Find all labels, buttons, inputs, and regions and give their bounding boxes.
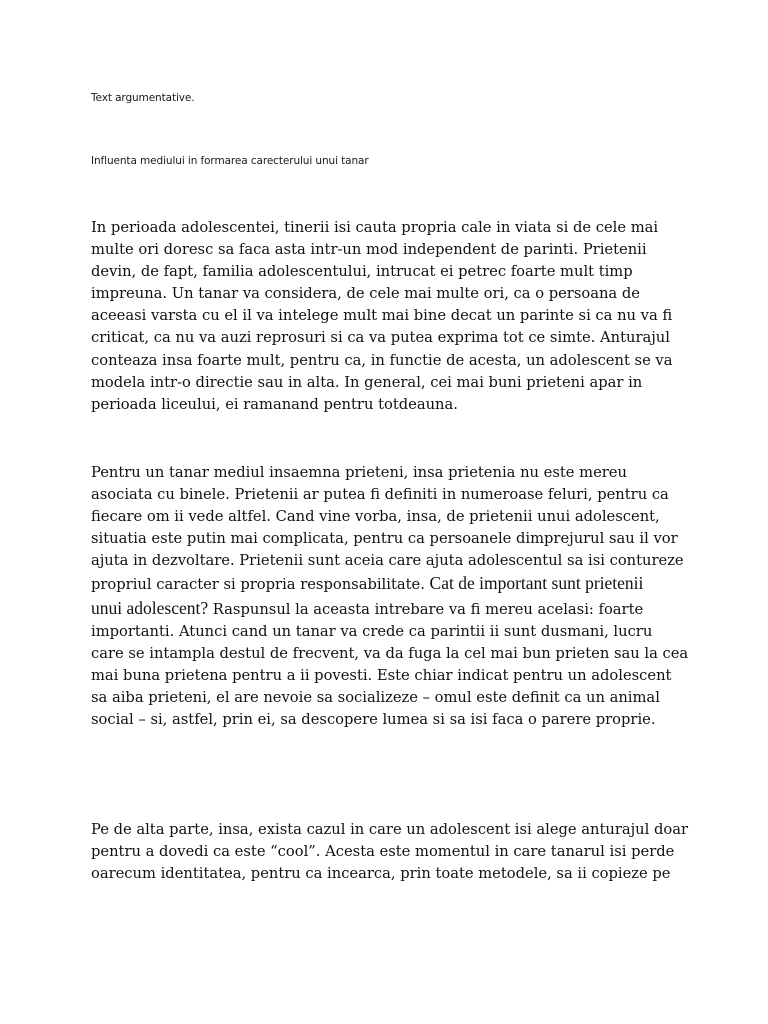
paragraph-line: aceeasi varsta cu el il va intelege mult mai bine decat un parinte si ca nu va fi: [91, 307, 673, 325]
paragraph-line-segment: Raspunsul la aceasta intrebare va fi mereu acelasi: foarte: [208, 600, 644, 618]
paragraph-line: perioada liceului, ei ramanand pentru totdeauna.: [91, 395, 458, 413]
paragraph-line: care se intampla destul de frecvent, va da fuga la cel mai bun prieten sau la cea: [91, 644, 689, 662]
paragraph-line: asociata cu binele. Prietenii ar putea fi definiti in numeroase feluri, pentru ca: [91, 486, 669, 504]
paragraph-line: Pe de alta parte, insa, exista cazul in care un adolescent isi alege anturajul doar: [91, 821, 689, 838]
paragraph-line: sa aiba prieteni, el are nevoie sa socializeze – omul este definit ca un animal: [91, 688, 660, 706]
paragraph-1: [91, 217, 691, 416]
paragraph-line: mai buna prietena pentru a ii povesti. Este chiar indicat pentru un adolescent: [91, 666, 672, 684]
paragraph-line: Pentru un tanar mediul insaemna prieteni, insa prietenia nu este mereu: [91, 464, 627, 481]
paragraph-line: situatia este putin mai complicata, pentru ca persoanele dimprejurul sau il vor: [91, 530, 678, 548]
paragraph-line: multe ori doresc sa faca asta intr-un mod independent de parinti. Prietenii: [91, 241, 647, 259]
paragraph-line: ajuta in dezvoltare. Prietenii sunt aceia care ajuta adolescentul sa isi contureze: [91, 552, 684, 570]
paragraph-line: pentru a dovedi ca este “cool”. Acesta este momentul in care tanarul isi perde: [91, 843, 675, 861]
paragraph-line-segment-alt-font: unui adolescent?: [91, 597, 209, 618]
paragraph-line: social – si, astfel, prin ei, sa descopere lumea si sa isi faca o parere proprie.: [91, 711, 656, 729]
paragraph-line: impreuna. Un tanar va considera, de cele mai multe ori, ca o persoana de: [91, 285, 640, 303]
paragraph-2: [91, 462, 691, 731]
paragraph-line: criticat, ca nu va auzi reprosuri si ca va putea exprima tot ce simte. Anturajul: [91, 329, 670, 347]
document-title: Influenta mediului in formarea carecterului unui tanar: [91, 155, 369, 167]
paragraph-line: devin, de fapt, familia adolescentului, intrucat ei petrec foarte mult timp: [91, 263, 633, 281]
paragraph-line: importanti. Atunci cand un tanar va crede ca parintii ii sunt dusmani, lucru: [91, 622, 653, 640]
paragraph-line: [91, 597, 691, 621]
paragraph-line-segment: propriul caracter si propria responsabilitate.: [91, 576, 430, 594]
paragraph-line: conteaza insa foarte mult, pentru ca, in functie de acesta, un adolescent se va: [91, 351, 673, 369]
paragraph-line-segment-alt-font: Cat de important sunt prietenii: [429, 573, 644, 594]
paragraph-line: oarecum identitatea, pentru ca incearca, prin toate metodele, sa ii copieze pe: [91, 865, 671, 883]
paragraph-line: fiecare om ii vede altfel. Cand vine vorba, insa, de prietenii unui adolescent,: [91, 508, 660, 526]
paragraph-line: In perioada adolescentei, tinerii isi cauta propria cale in viata si de cele mai: [91, 219, 659, 236]
paragraph-line: modela intr-o directie sau in alta. In general, cei mai buni prieteni apar in: [91, 373, 643, 391]
paragraph-3: [91, 819, 691, 885]
document-type-label: Text argumentative.: [91, 92, 195, 104]
paragraph-line: [91, 572, 691, 596]
